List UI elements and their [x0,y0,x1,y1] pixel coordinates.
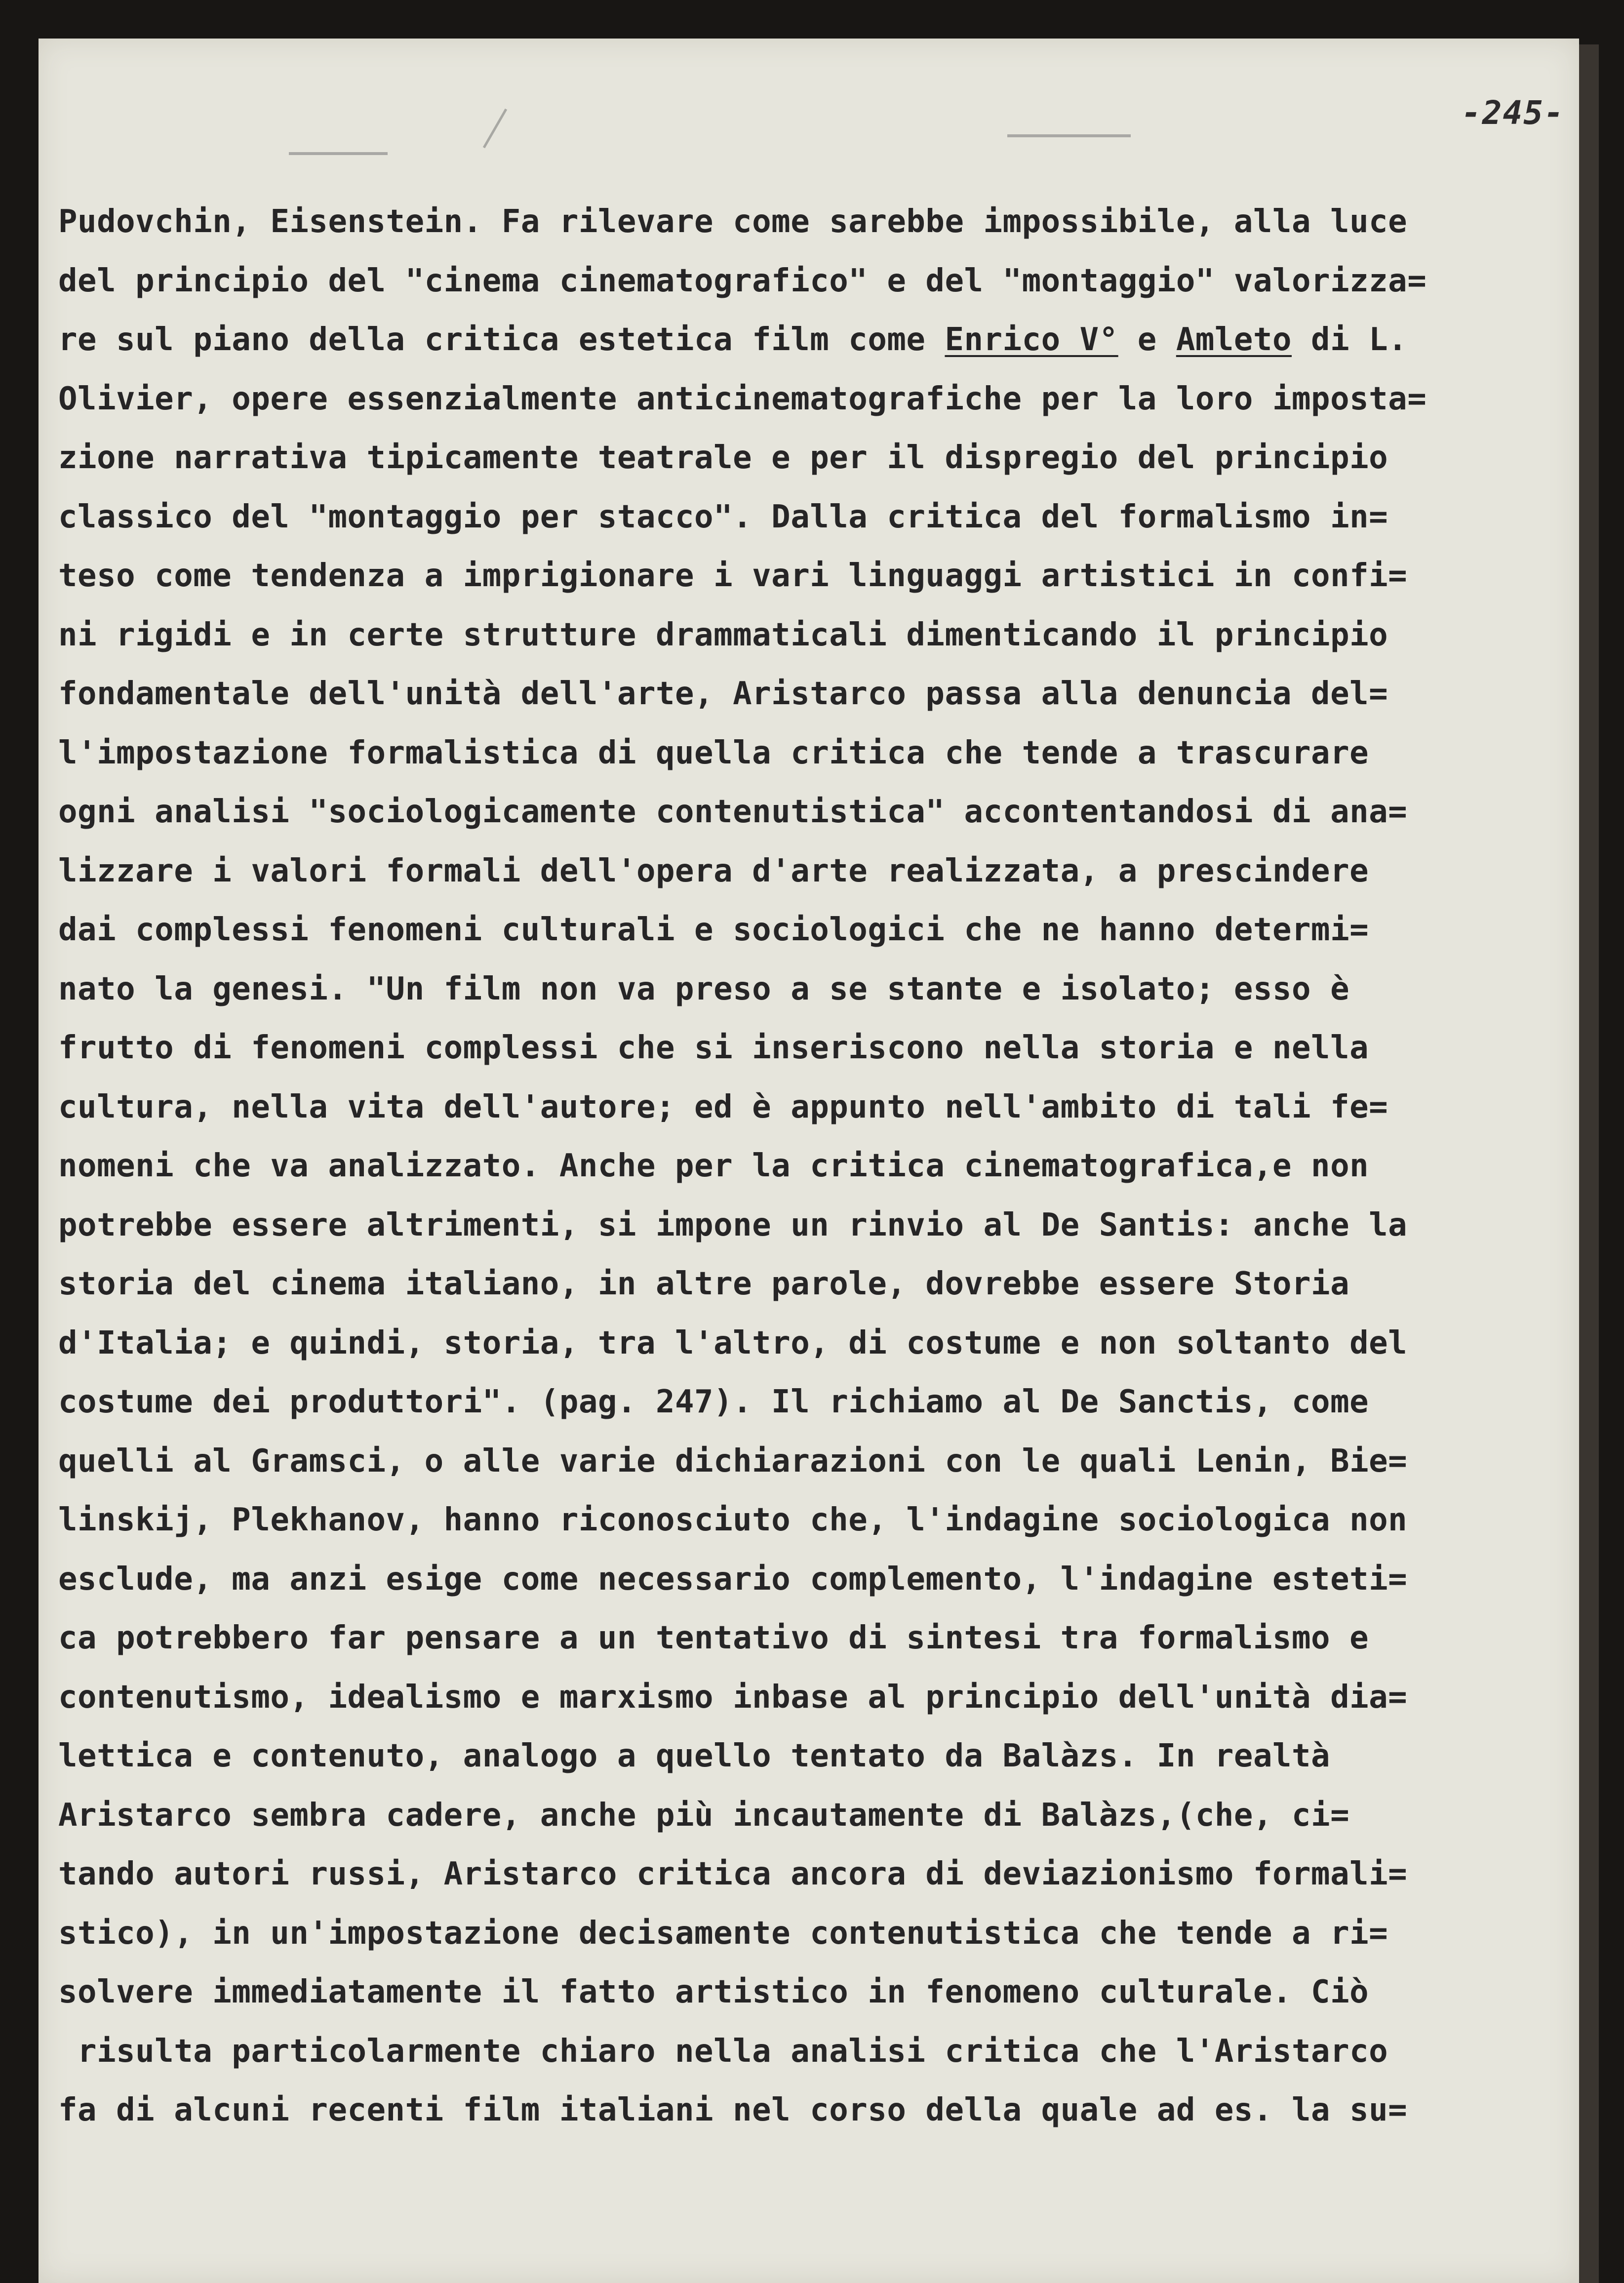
text-line: ogni analisi "sociologicamente contenutistica" accontentandosi di ana= [58,794,1408,830]
text-line: re sul piano della critica estetica film come Enrico V° e Amleto di L. [58,321,1408,358]
text-line: costume dei produttori". (pag. 247). Il richiamo al De Sanctis, come [58,1384,1369,1420]
text-line: frutto di fenomeni complessi che si inseriscono nella storia e nella [58,1030,1369,1066]
text-line: stico), in un'impostazione decisamente contenutistica che tende a ri= [58,1915,1388,1952]
faint-rule-center [1007,134,1131,137]
sheet-edge-shadow [1579,44,1599,2283]
text-line: risulta particolarmente chiaro nella analisi critica che l'Aristarco [58,2033,1388,2070]
text-line: linskij, Plekhanov, hanno riconosciuto che, l'indagine sociologica non [58,1502,1408,1538]
faint-rule-left [289,152,388,155]
text-line: nato la genesi. "Un film non va preso a se stante e isolato; esso è [58,970,1350,1007]
text-line: Aristarco sembra cadere, anche più incautamente di Balàzs,(che, ci= [58,1797,1350,1834]
text-line: esclude, ma anzi esige come necessario complemento, l'indagine esteti= [58,1561,1408,1598]
text-line: Olivier, opere essenzialmente anticinematografiche per la loro imposta= [58,380,1427,417]
text-line: lizzare i valori formali dell'opera d'arte realizzata, a prescindere [58,852,1369,889]
underlined-title: Enrico V° [945,321,1118,358]
text-line: nomeni che va analizzato. Anche per la critica cinematografica,e non [58,1148,1369,1184]
text-line: d'Italia; e quindi, storia, tra l'altro, di costume e non soltanto del [58,1324,1408,1362]
text-line: del principio del "cinema cinematografico" e del "montaggio" valorizza= [58,262,1427,299]
text-line: potrebbe essere altrimenti, si impone un rinvio al De Santis: anche la [58,1206,1408,1243]
text-line: storia del cinema italiano, in altre parole, dovrebbe essere Storia [58,1266,1350,1302]
text-line: fa di alcuni recenti film italiani nel corso della quale ad es. la su= [58,2092,1408,2128]
text-line: ca potrebbero far pensare a un tentativo di sintesi tra formalismo e [58,1620,1369,1656]
text-line: Pudovchin, Eisenstein. Fa rilevare come sarebbe impossibile, alla luce [58,203,1408,240]
text-line: solvere immediatamente il fatto artistico in fenomeno culturale. Ciò [58,1974,1369,2010]
text-line: quelli al Gramsci, o alle varie dichiarazioni con le quali Lenin, Bie= [58,1442,1408,1480]
text-line: l'impostazione formalistica di quella critica che tende a trascurare [58,734,1369,771]
page-number: -245- [1462,94,1565,132]
text-line: zione narrativa tipicamente teatrale e per il dispregio del principio [58,440,1388,476]
underlined-title: Amleto [1176,321,1292,358]
text-line: ni rigidi e in certe strutture drammaticali dimenticando il principio [58,616,1388,653]
text-line: fondamentale dell'unità dell'arte, Aristarco passa alla denuncia del= [58,676,1388,712]
text-line: classico del "montaggio per stacco". Dalla critica del formalismo in= [58,498,1388,535]
body-text [58,193,1480,2140]
text-line: lettica e contenuto, analogo a quello tentato da Balàzs. In realtà [58,1738,1331,1774]
text-line: contenutismo, idealismo e marxismo inbase al principio dell'unità dia= [58,1679,1408,1716]
text-line: tando autori russi, Aristarco critica ancora di deviazionismo formali= [58,1856,1408,1892]
text-line: teso come tendenza a imprigionare i vari linguaggi artistici in confi= [58,558,1408,594]
text-line: dai complessi fenomeni culturali e sociologici che ne hanno determi= [58,912,1369,948]
text-line: cultura, nella vita dell'autore; ed è appunto nell'ambito di tali fe= [58,1088,1388,1125]
